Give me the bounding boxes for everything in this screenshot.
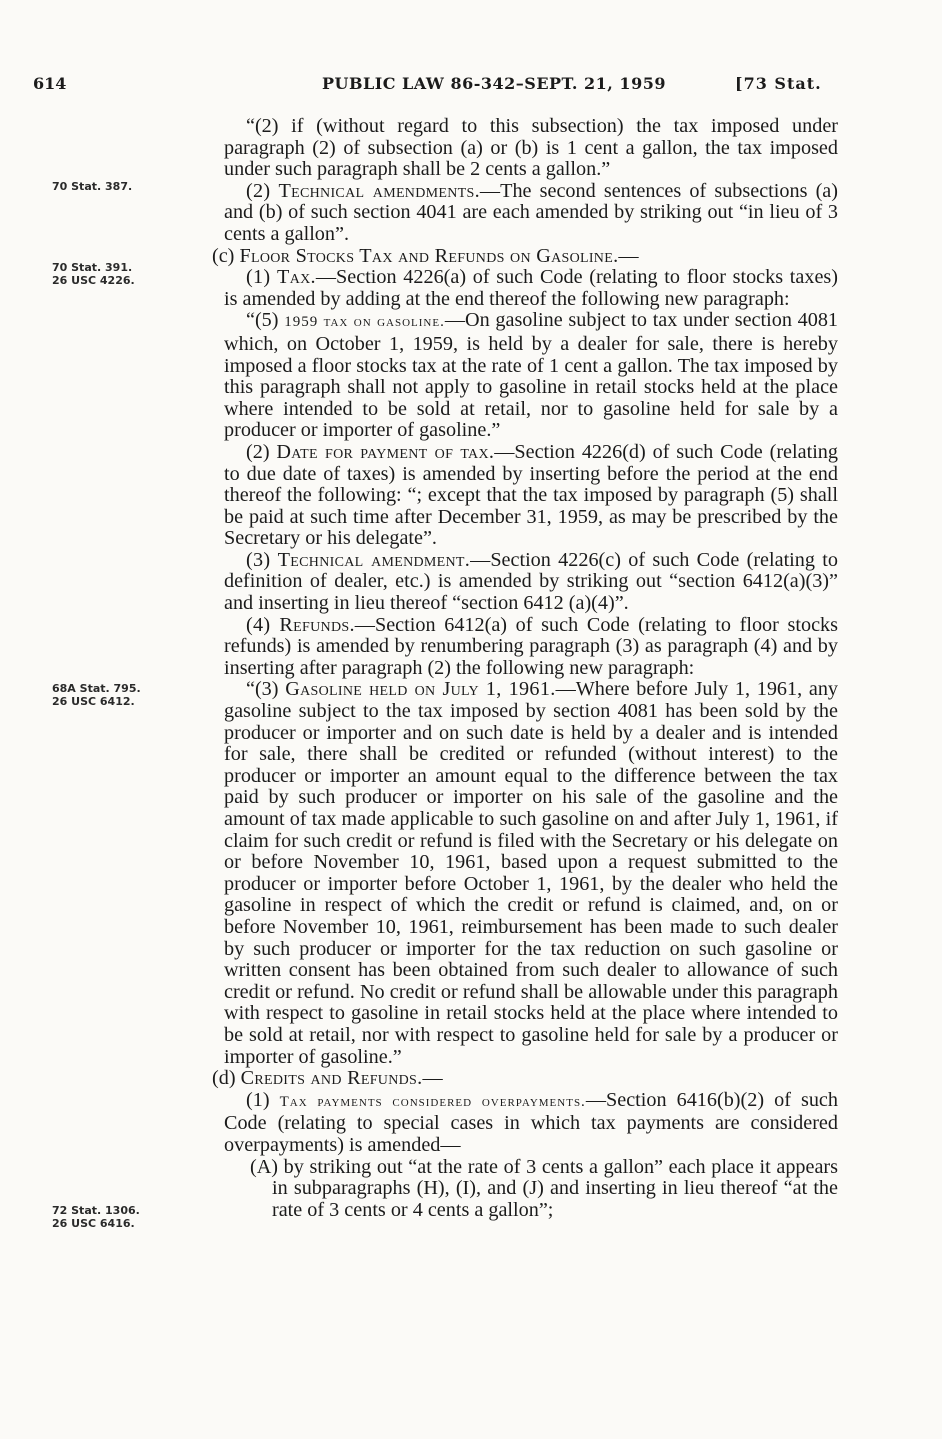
subsection-heading-d: (d) Credits and Refunds.—	[212, 1067, 443, 1090]
paragraph: (1) Tax.—Section 4226(a) of such Code (relating to floor stocks taxes) is amended by adding at the end thereof the following new paragraph:	[224, 266, 838, 310]
paragraph: (A) by striking out “at the rate of 3 cents a gallon” each place it appears in subparagraphs (H), (I), and (J) and inserting in lieu thereof “at the rate of 3 cents or 4 cents a gallon”;	[250, 1155, 838, 1221]
section-heading: Gasoline held on July 1, 1961.	[285, 678, 556, 701]
running-title: PUBLIC LAW 86-342–SEPT. 21, 1959	[322, 74, 666, 93]
margin-note: 70 Stat. 391.	[52, 261, 133, 274]
margin-note: 26 USC 6412.	[52, 695, 135, 708]
margin-note: 68A Stat. 795.	[52, 682, 141, 695]
margin-note: 26 USC 4226.	[52, 274, 135, 287]
section-heading: (3) Technical amendment.	[246, 548, 471, 571]
paragraph: (2) Technical amendments.—The second sentences of subsections (a) and (b) of such section 4041 are each amended by striking out “in lieu of 3 cents a gallon”.	[224, 179, 838, 245]
section-heading: Date for payment of tax.	[276, 440, 495, 463]
page-number: 614	[33, 74, 67, 93]
paragraph: “(2) if (without regard to this subsection) the tax imposed under paragraph (2) of subsection (a) or (b) is 1 cent a gallon, the tax imposed under such paragraph shall be 2 cents a gallon.”	[224, 115, 838, 181]
margin-note: 26 USC 6416.	[52, 1217, 135, 1230]
section-heading: Credits and Refunds.	[240, 1067, 423, 1090]
paragraph: (2) Date for payment of tax.—Section 4226(d) of such Code (relating to due date of taxes) is amended by inserting before the period at the end thereof the following: “; except that the tax imposed by paragraph (5) shall be paid at such time after December 31, 1959, as may be prescribed by the Secretary or his delegate”.	[224, 440, 838, 550]
paragraph: (3) Technical amendment.—Section 4226(c) of such Code (relating to definition of dealer, etc.) is amended by striking out “section 6412(a)(3)” and inserting in lieu thereof “section 6412 (a)(4)”.	[224, 548, 838, 615]
subsection-heading-c: (c) Floor Stocks Tax and Refunds on Gasoline.—	[212, 244, 639, 267]
section-heading: 1959 tax on gasoline.	[284, 314, 445, 331]
section-heading: (2) Technical amendments.	[246, 179, 480, 202]
section-heading: (1) Tax.	[246, 266, 316, 289]
section-heading: Floor Stocks Tax and Refunds on Gasoline.	[239, 244, 619, 267]
margin-note: 70 Stat. 387.	[52, 180, 133, 193]
paragraph: (1) Tax payments considered overpayments.—Section 6416(b)(2) of such Code (relating to special cases in which tax payments are considered overpayments) is amended—	[224, 1088, 838, 1156]
paragraph: “(5) 1959 tax on gasoline.—On gasoline subject to tax under section 4081 which, on October 1, 1959, is held by a dealer for sale, there is hereby imposed a floor stocks tax at the rate of 1 cent a gallon. The tax imposed by this paragraph shall not apply to gasoline in retail stocks held at the place where intended to be sold at retail, nor to gasoline held for sale by a producer or importer of gasoline.”	[224, 309, 839, 442]
statute-text	[212, 115, 839, 1221]
paragraph: “(3) Gasoline held on July 1, 1961.—Where before July 1, 1961, any gasoline subject to the tax imposed by section 4081 has been sold by the producer or importer and on such date is held by a dealer and is intended for sale, there shall be credited or refunded (without interest) to the producer or importer an amount equal to the difference between the tax paid by such producer or importer on his sale of the gasoline and the amount of tax made applicable to such gasoline on and after July 1, 1961, if claim for such credit or refund is filed with the Secretary or his delegate on or before November 10, 1961, based upon a request submitted to the producer or importer before October 1, 1961, by the dealer who held the gasoline in respect of which the credit or refund is claimed, and, on or before November 10, 1961, reimbursement has been made to such dealer by such producer or importer for the tax reduction on such gasoline or written consent has been obtained from such dealer to allowance of such credit or refund. No credit or refund shall be allowable under this paragraph with respect to gasoline in retail stocks held at the place where intended to be sold at retail, nor with respect to gasoline held for sale by a producer or importer of gasoline.”	[224, 678, 839, 1068]
section-heading: Tax payments considered overpayments.	[279, 1093, 586, 1110]
section-heading: (4) Refunds.	[246, 613, 355, 636]
margin-note: 72 Stat. 1306.	[52, 1204, 140, 1217]
volume-reference: [73 Stat.	[735, 74, 822, 93]
paragraph: (4) Refunds.—Section 6412(a) of such Code (relating to floor stocks refunds) is amended by renumbering paragraph (3) as paragraph (4) and by inserting after paragraph (2) the following new paragraph:	[224, 613, 839, 679]
